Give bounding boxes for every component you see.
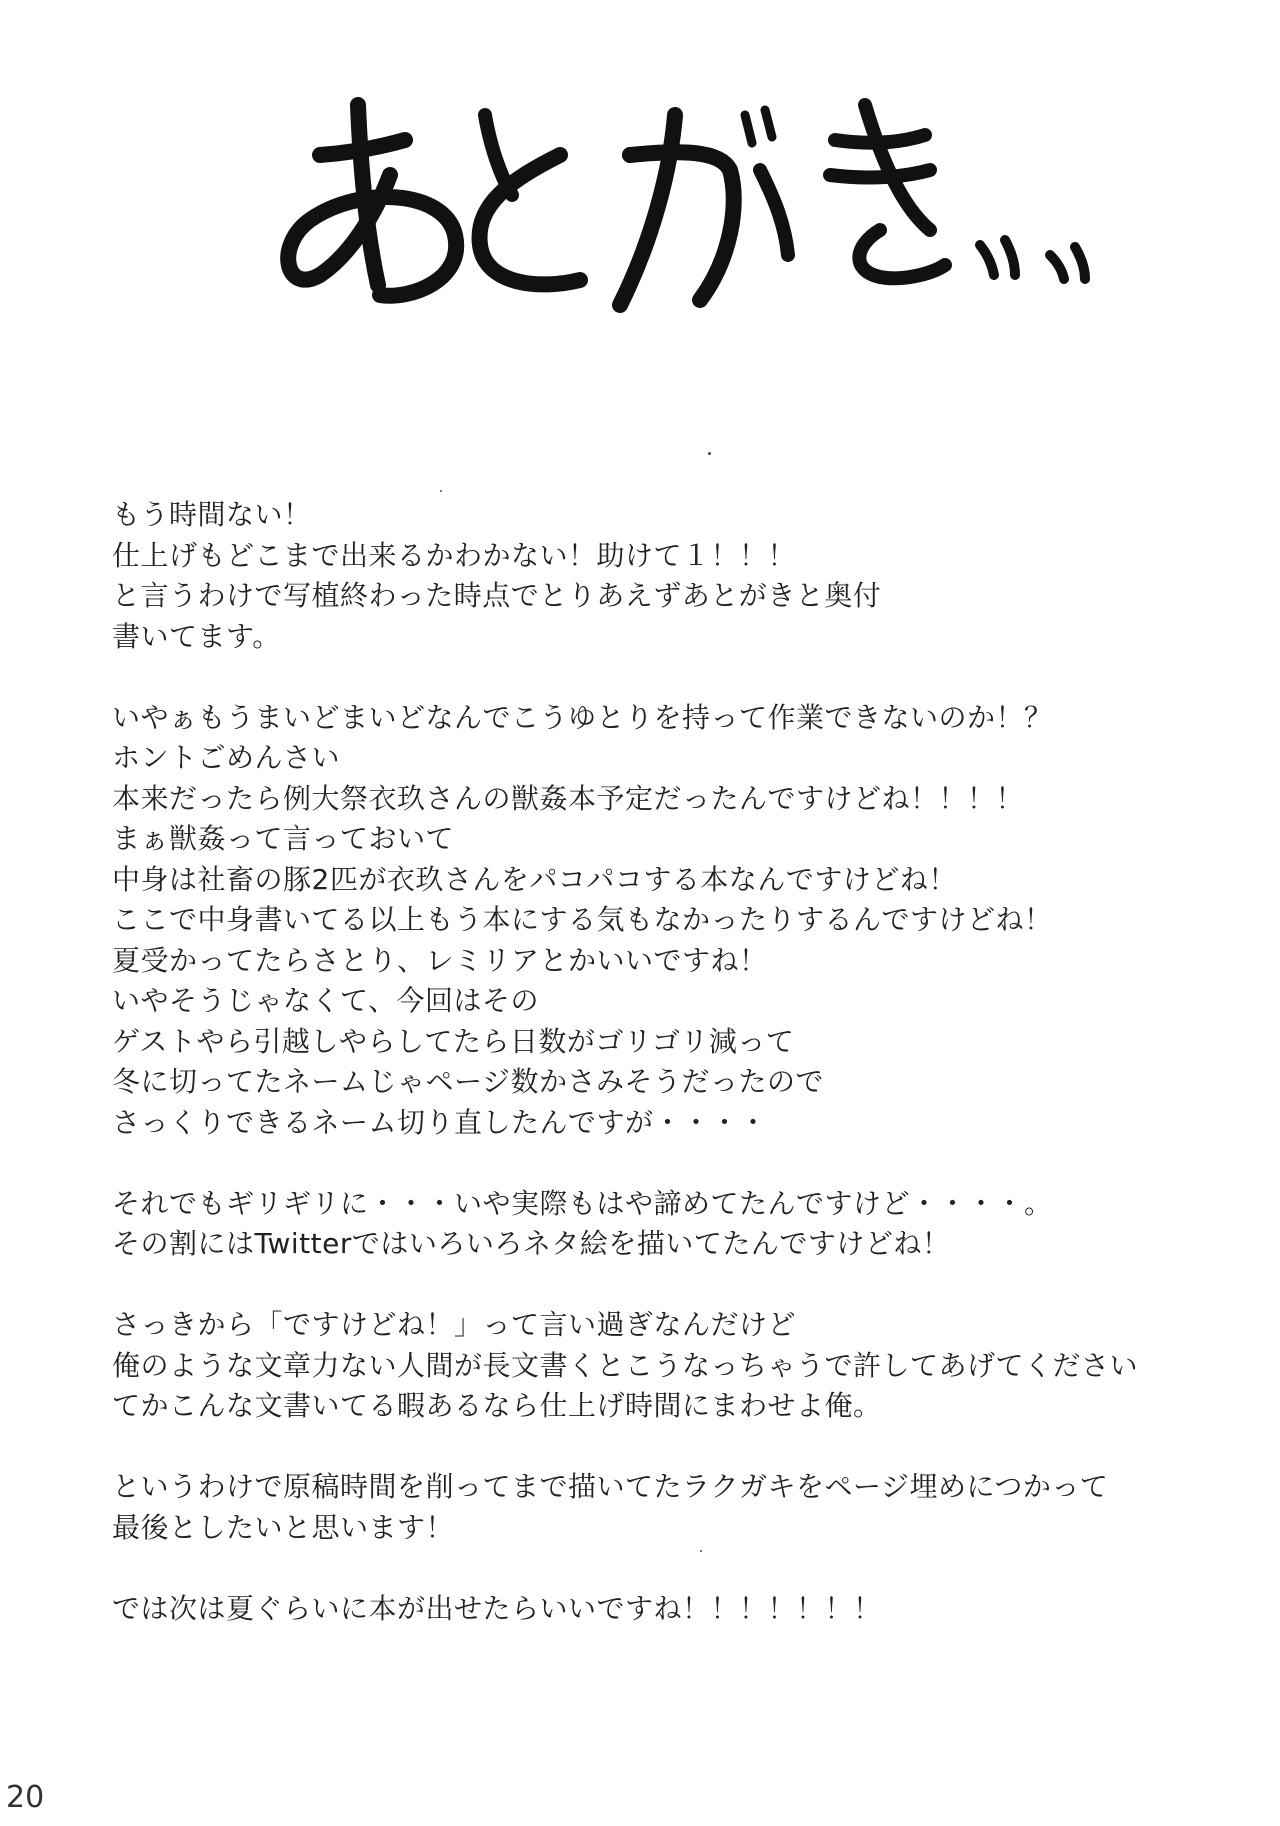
body-line: ゲストやら引越しやらしてたら日数がゴリゴリ減って xyxy=(112,1024,795,1058)
body-line: では次は夏ぐらいに本が出せたらいいですね！！！！！！！ xyxy=(112,1591,882,1625)
afterword-body xyxy=(112,495,1212,1629)
paragraph-gap xyxy=(112,1548,1212,1589)
body-line: もう時間ない！ xyxy=(112,498,312,531)
paragraph-gap xyxy=(112,1427,1212,1468)
body-line: 俺のような文章力ない人間が長文書くとこうなっちゃうで許してあげてください xyxy=(112,1348,1139,1382)
body-line: と言うわけで写植終わった時点でとりあえずあとがきと奥付 xyxy=(112,579,882,612)
body-line: 本来だったら例大祭衣玖さんの獣姦本予定だったんですけどね！！！！ xyxy=(112,781,1025,815)
paragraph-gap xyxy=(112,1143,1212,1184)
body-line: 夏受かってたらさとり、レミリアとかいいですね！ xyxy=(112,943,768,977)
body-line: ここで中身書いてる以上もう本にする気もなかったりするんですけどね！ xyxy=(112,903,1053,936)
scan-speck xyxy=(440,490,442,492)
body-line: ホントごめんさい xyxy=(112,741,341,774)
body-line: いやそうじゃなくて、今回はその xyxy=(112,984,539,1017)
body-line: 中身は社畜の豚2匹が衣玖さんをパコパコする本なんですけどね！ xyxy=(112,862,957,896)
paragraph-gap xyxy=(112,657,1212,698)
paragraph-gap xyxy=(112,1265,1212,1306)
body-line: 最後としたいと思います！ xyxy=(112,1510,455,1544)
body-line: 書いてます。 xyxy=(112,619,281,653)
afterword-title xyxy=(280,95,1100,355)
body-line: 仕上げもどこまで出来るかわかない！助けて１！！！ xyxy=(112,538,797,572)
body-line: 冬に切ってたネームじゃページ数かさみそうだったので xyxy=(112,1065,824,1098)
body-line: というわけで原稿時間を削ってまで描いてたラクガキをページ埋めにつかって xyxy=(112,1470,1109,1503)
body-line: まぁ獣姦って言っておいて xyxy=(112,822,455,855)
scan-speck xyxy=(708,452,711,455)
body-line: その割にはTwitterではいろいろネタ絵を描いてたんですけどね！ xyxy=(112,1227,951,1260)
body-line: いやぁもうまいどまいどなんでこうゆとりを持って作業できないのか！？ xyxy=(112,700,1053,734)
body-line: さっくりできるネーム切り直したんですが・・・・ xyxy=(112,1105,768,1139)
body-line: それでもギリギリに・・・いや実際もはや諦めてたんですけど・・・・。 xyxy=(112,1186,1053,1220)
afterword-title-brush-lettering xyxy=(280,95,1100,355)
body-line: てかこんな文書いてる暇あるなら仕上げ時間にまわせよ俺。 xyxy=(112,1389,882,1422)
body-line: さっきから「ですけどね！」って言い過ぎなんだけど xyxy=(112,1308,797,1341)
page-number: 20 xyxy=(6,1780,45,1815)
